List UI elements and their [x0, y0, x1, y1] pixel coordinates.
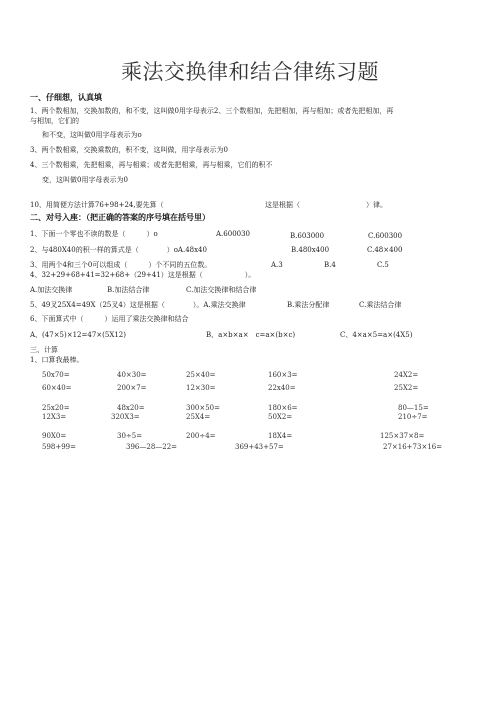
section1-q10-part-a: 10、用简便方法计算76+98+24,要先算（: [30, 201, 164, 209]
section1-heading: 一、仔细想，认真填: [30, 92, 102, 102]
section2-q3-option-c: C.5: [377, 261, 389, 269]
section1-q4-line1: 4、三个数相乘，先把相乘，再与相乘；或者先把相乘，再与相乘，它们的积不: [30, 161, 273, 169]
section1-q3: 3、两个数相乘，交换乘数的，积不变，这叫做，用字母表示为0: [30, 146, 228, 154]
exercise: 50x70=: [42, 371, 70, 379]
section2-q3-option-b: B.4: [324, 261, 336, 269]
section3-heading: 三、计算: [30, 346, 58, 354]
section2-q4-stem: 4、32+29+68+41=32+68+（29+41）这是根据（ ）。: [30, 271, 256, 279]
section2-q1-option-b: B.603000: [290, 232, 325, 240]
exercise: 12X3=: [42, 413, 67, 421]
exercise: 90X0=: [42, 432, 67, 440]
exercise: 50X2=: [268, 413, 293, 421]
section2-q5-stem: 5、49叉25X4=49X（25叉4）这是根据（ ）。A.乘法交换律: [30, 301, 246, 309]
exercise: 48x20=: [117, 404, 145, 412]
section1-q10-part-b: 这是根据（: [265, 201, 300, 209]
exercise: 30÷5=: [117, 432, 143, 440]
exercise: 210÷7=: [398, 413, 428, 421]
section2-q2-option-c: C.48×400: [367, 246, 403, 254]
exercise: 200×7=: [117, 384, 147, 392]
section1-q10-part-c: ）律。: [366, 201, 387, 209]
exercise: 25X4=: [186, 413, 211, 421]
exercise: 125×37×8=: [380, 432, 425, 440]
section1-q4-line2: 变，这叫做0用字母表示为0: [42, 176, 128, 184]
exercise: 300×50=: [186, 404, 220, 412]
exercise: 320X3=: [111, 413, 140, 421]
exercise: 40×30=: [117, 371, 147, 379]
exercise: 180×6=: [268, 404, 298, 412]
section1-q1-line2: 与相加，它们的: [30, 117, 79, 125]
section1-q1-line1: 1、两个数相加，交换加数的，和不变，这叫做0用字母表示2、三个数相加，先把相加，再与相加；或者先把相加，再: [30, 107, 394, 115]
section2-q6-stem: 6、下面算式中（ ）运用了乘法交换律和结合: [30, 315, 189, 323]
section2-q1-stem: 1、下面一个零也不读的数是（ ）o: [30, 230, 158, 238]
exercise: 598+99=: [42, 443, 76, 451]
section2-q4-option-b: B.加法结合律: [107, 286, 150, 294]
section2-heading: 二、对号入座：（把正确的答案的序号填在括号里）: [30, 212, 210, 222]
page-title: 乘法交换律和结合律练习题: [121, 60, 379, 84]
exercise: 25X2=: [394, 384, 419, 392]
exercise: 24X2=: [394, 371, 419, 379]
exercise: 25×40=: [186, 371, 216, 379]
exercise: 369+43+57=: [235, 443, 284, 451]
section2-q1-option-c: C.600300: [368, 232, 403, 240]
section3-subheading: 1、口算我最棒。: [30, 356, 84, 364]
section2-q4-option-c: C.加法交换律和结合律: [186, 286, 257, 294]
exercise: 200÷4=: [186, 432, 216, 440]
section2-q5-option-c: C.乘法结合律: [359, 301, 402, 309]
section2-q3-option-a: A.3: [271, 261, 283, 269]
exercise: 80—15=: [398, 404, 429, 412]
exercise: 12×30=: [186, 384, 216, 392]
exercise: 60×40=: [42, 384, 72, 392]
section2-q2-stem: 2、与480X40的积一样的算式是（ ）oA.48x40: [30, 246, 207, 254]
section2-q6-option-a: A、(47×5)×12=47×(5X12): [30, 331, 126, 339]
section2-q3-stem: 3、用两个4和三个0可以组成（ ）个不同的五位数。: [30, 261, 212, 269]
exercise: 18X4=: [268, 432, 293, 440]
section2-q6-option-b: B、a×b×a× c=a×(b×c): [206, 331, 296, 339]
exercise: 27×16+73×16=: [383, 443, 443, 451]
exercise: 22x40=: [268, 384, 296, 392]
section2-q5-option-b: B.乘法分配律: [287, 301, 330, 309]
section2-q4-option-a: A.加法交换律: [30, 286, 73, 294]
section2-q6-option-c: C、4×a×5=a×(4X5): [340, 331, 413, 339]
exercise: 25x20=: [42, 404, 70, 412]
exercise: 396—28—22=: [126, 443, 178, 451]
section1-q1-line3: 和不变，这叫做0用字母表示为o: [42, 131, 142, 139]
section2-q1-option-a: A.600030: [216, 230, 251, 238]
section2-q2-option-b: B.480x400: [291, 246, 330, 254]
exercise: 160×3=: [268, 371, 298, 379]
